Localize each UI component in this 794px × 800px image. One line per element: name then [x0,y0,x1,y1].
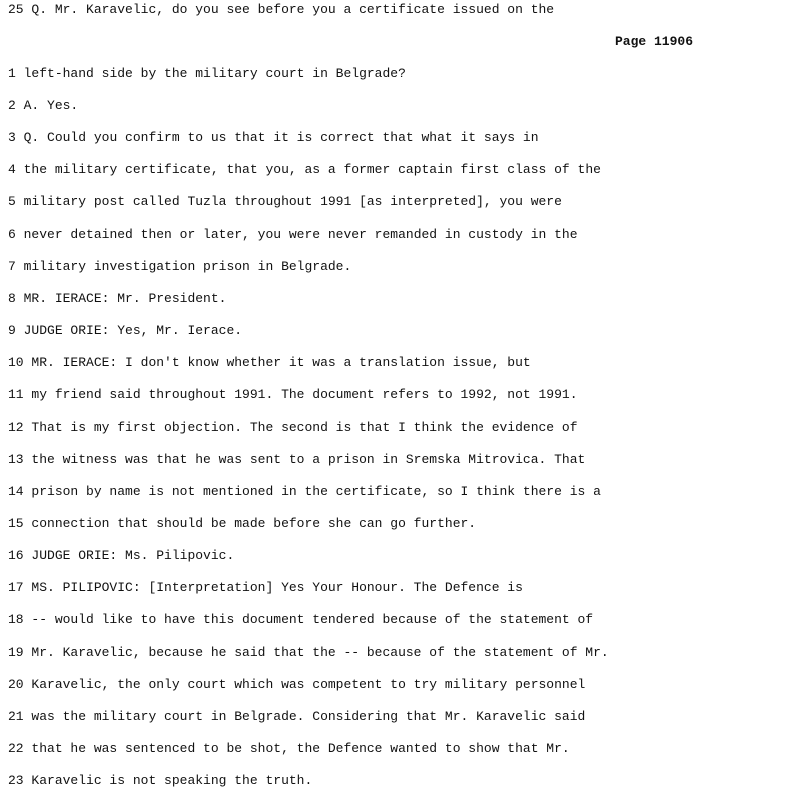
line-number: 4 [8,162,16,177]
line-text: -- would like to have this document tendered because of the statement of [31,612,594,627]
line-text: A. Yes. [23,98,79,113]
line-text: never detained then or later, you were never remanded in custody in the [23,227,578,242]
line-number: 3 [8,130,16,145]
transcript-line [8,677,585,693]
transcript-line [8,741,570,757]
line-number: 5 [8,194,16,209]
transcript-line [8,227,578,243]
transcript-line [8,66,406,82]
line-number: 18 [8,612,24,627]
line-number: 10 [8,355,24,370]
transcript-line [8,162,601,178]
line-text: Karavelic is not speaking the truth. [31,773,313,788]
line-number: 14 [8,484,24,499]
line-number: 21 [8,709,24,724]
line-text: was the military court in Belgrade. Considering that Mr. Karavelic said [31,709,586,724]
line-text: the witness was that he was sent to a prison in Sremska Mitrovica. That [31,452,586,467]
line-text: Karavelic, the only court which was competent to try military personnel [31,677,586,692]
line-text: my friend said throughout 1991. The document refers to 1992, not 1991. [31,387,578,402]
line-number: 11 [8,387,24,402]
transcript-line [8,773,312,789]
line-text: military post called Tuzla throughout 1991 [as interpreted], you were [23,194,562,209]
transcript-line [8,130,539,146]
line-number: 12 [8,420,24,435]
line-number: 2 [8,98,16,113]
transcript-line [8,291,226,307]
line-number: 23 [8,773,24,788]
line-text: MR. IERACE: I don't know whether it was a translation issue, but [31,355,531,370]
line-text: Mr. Karavelic, because he said that the -- because of the statement of Mr. [31,645,609,660]
line-text: that he was sentenced to be shot, the Defence wanted to show that Mr. [31,741,570,756]
line-number: 7 [8,259,16,274]
line-number: 8 [8,291,16,306]
transcript-line [8,194,562,210]
transcript-line [8,709,585,725]
line-text: JUDGE ORIE: Ms. Pilipovic. [31,548,235,563]
line-number: 9 [8,323,16,338]
transcript-line [8,645,609,661]
line-number: 22 [8,741,24,756]
line-number: 13 [8,452,24,467]
transcript-line [8,2,554,18]
line-number: 15 [8,516,24,531]
line-text: prison by name is not mentioned in the certificate, so I think there is a [31,484,601,499]
line-text: connection that should be made before she can go further. [31,516,477,531]
line-text: That is my first objection. The second is that I think the evidence of [31,420,578,435]
line-text: the military certificate, that you, as a former captain first class of the [23,162,601,177]
line-text: JUDGE ORIE: Yes, Mr. Ierace. [23,323,243,338]
line-number: 16 [8,548,24,563]
line-text: Q. Mr. Karavelic, do you see before you a certificate issued on the [31,2,555,17]
transcript-line [8,259,351,275]
transcript-line [8,484,601,500]
page-number-label: Page 11906 [614,34,693,49]
transcript-line [8,323,242,339]
line-text: left-hand side by the military court in Belgrade? [23,66,406,81]
line-number: 17 [8,580,24,595]
line-number: 19 [8,645,24,660]
line-number: 6 [8,227,16,242]
line-text: MR. IERACE: Mr. President. [23,291,227,306]
transcript-line [8,548,234,564]
transcript-line [8,516,476,532]
line-number: 20 [8,677,24,692]
line-text: Q. Could you confirm to us that it is correct that what it says in [23,130,539,145]
transcript-line [8,420,578,436]
transcript-line [8,387,578,403]
transcript-line [8,612,593,628]
transcript-line [8,580,523,596]
line-number: 1 [8,66,16,81]
transcript-line [8,355,531,371]
line-text: military investigation prison in Belgrade. [23,259,352,274]
line-number: 25 [8,2,24,17]
transcript-line [8,452,585,468]
line-text: MS. PILIPOVIC: [Interpretation] Yes Your Honour. The Defence is [31,580,523,595]
transcript-line [8,98,78,114]
